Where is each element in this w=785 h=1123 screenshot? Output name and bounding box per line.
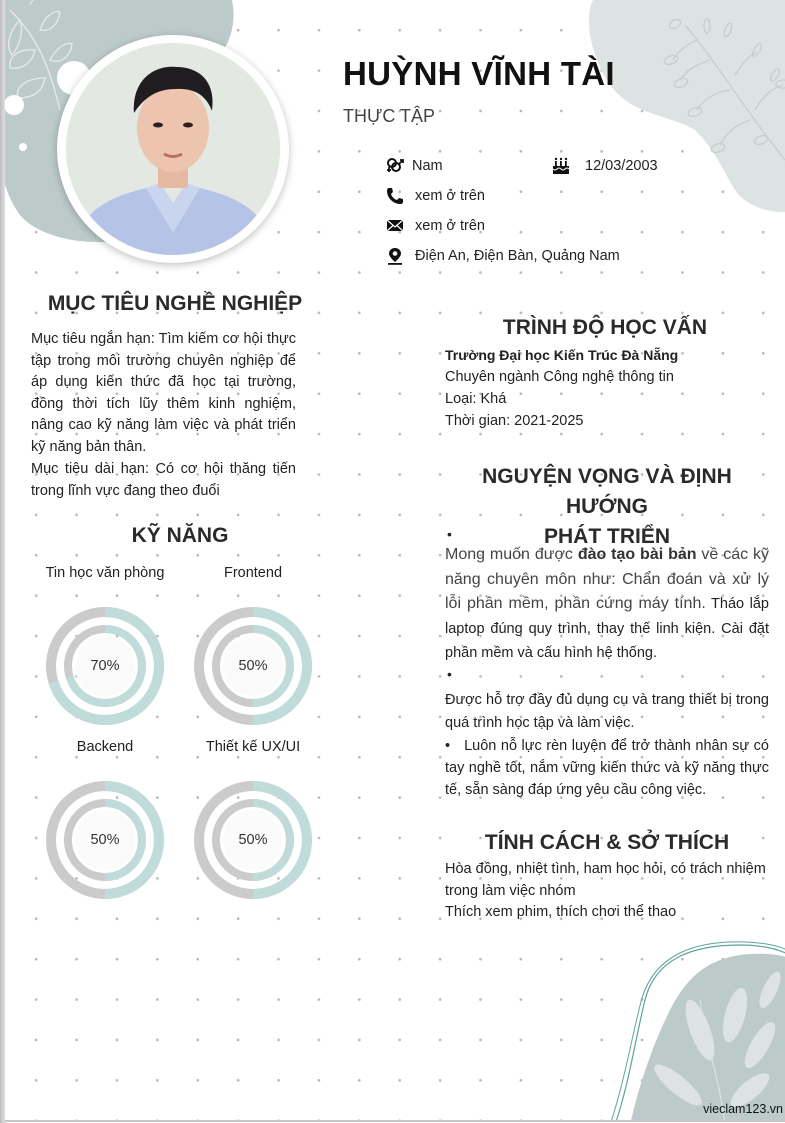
bullet-icon: • [447,666,452,682]
skill-donut-chart [193,606,313,726]
education-period: Thời gian: 2021-2025 [445,413,584,429]
bottom-right-decor-blob [600,930,785,1122]
section-title-personality: TÍNH CÁCH & SỞ THÍCH [484,831,730,854]
aspiration-item-3-text: Luôn nỗ lực rèn luyện để trở thành nhân sự có tay nghề tốt, nắm vững kiến thức và kỹ năng thực tế, sẵn sàng đáp ứng yêu cầu công việc. [445,738,769,798]
email-value: xem ở trên [415,218,485,234]
job-position: THỰC TẬP [343,106,436,126]
aspiration-item-1-prefix: Mong muốn được [445,546,578,563]
phone-icon [385,187,405,205]
avatar-frame [57,35,289,263]
section-title-aspiration-line2: PHÁT TRIỂN [544,525,670,548]
envelope-icon [385,217,405,235]
phone-value: xem ở trên [415,188,485,204]
education-grade: Loại: Khá [445,391,507,407]
skill-donut-chart [193,780,313,900]
address-value: Điện An, Điện Bàn, Quảng Nam [415,248,620,264]
cv-page [5,0,785,1122]
gender-value: Nam [412,158,443,174]
aspiration-item-3 [445,735,769,801]
birthday-row [551,157,658,175]
section-title-objective: MỤC TIÊU NGHỀ NGHIỆP [47,292,303,315]
objective-short-term: Mục tiêu ngắn hạn: Tìm kiếm cơ hội thực tập trong môi trường chuyên nghiệp để áp dụng kiến thức đã học tại trường, đồng thời tích lũy thêm kinh nghiệm, nâng cao kỹ năng làm việc và phát triển kỹ năng bản thân. [31,331,296,455]
gender-row [385,157,443,175]
personality-line-2: Thích xem phim, thích chơi thể thao [445,904,677,920]
skill-donut-chart [45,780,165,900]
birthday-value: 12/03/2003 [585,158,658,174]
personality-line-1: Hòa đồng, nhiệt tình, ham học hỏi, có trách nhiệm trong làm việc nhóm [445,861,766,899]
section-title-aspiration [445,462,769,552]
gender-icon [385,157,405,175]
footer-brand-watermark: vieclam123.vn [703,1102,783,1116]
skill-percent: 50% [238,832,268,848]
birthday-cake-icon [551,157,571,175]
education-school: Trường Đại học Kiến Trúc Đà Nẵng [445,347,679,363]
skill-percent: 70% [90,658,120,674]
map-pin-icon [385,247,405,265]
phone-row [385,187,485,205]
avatar-photo [66,43,280,255]
aspiration-item-1-bold: đào tạo bài bản [577,546,697,563]
address-row [385,247,620,265]
section-title-skills: KỸ NĂNG [131,524,229,547]
candidate-name: HUỲNH VĨNH TÀI [343,55,615,92]
email-row [385,217,485,235]
skill-percent: 50% [238,658,268,674]
aspiration-item-1 [445,543,769,666]
bullet-icon: • [445,738,451,754]
education-major: Chuyên ngành Công nghệ thông tin [445,369,674,385]
objective-long-term: Mục tiêu dài hạn: Có cơ hội thăng tiến trong lĩnh vực đang theo đuổi [31,461,296,499]
section-title-education: TRÌNH ĐỘ HỌC VẤN [502,316,708,339]
skill-label: Thiết kế UX/UI [205,739,301,755]
bullet-icon: • [447,526,452,542]
aspiration-item-1-rest: Tháo lắp laptop đúng quy trình, thay thế linh kiện. Cài đặt phần mềm và cấu hình hệ thống. [445,596,769,661]
skill-label: Backend [76,739,134,755]
section-title-aspiration-line1: NGUYỆN VỌNG VÀ ĐỊNH HƯỚNG [482,465,732,518]
aspiration-item-1-suffix: về các kỹ năng chuyên môn như: Chẩn đoán và xử lý lỗi phần mềm, phần cứng máy tính. [445,546,769,612]
top-right-decor-blob [585,0,785,220]
skill-label: Frontend [223,565,283,581]
skill-label: Tin học văn phòng [45,565,165,581]
aspiration-item-2: Được hỗ trợ đầy đủ dụng cụ và trang thiết bị trong quá trình học tập và làm việc. [445,692,769,731]
skill-percent: 50% [90,832,120,848]
skill-donut-chart [45,606,165,726]
